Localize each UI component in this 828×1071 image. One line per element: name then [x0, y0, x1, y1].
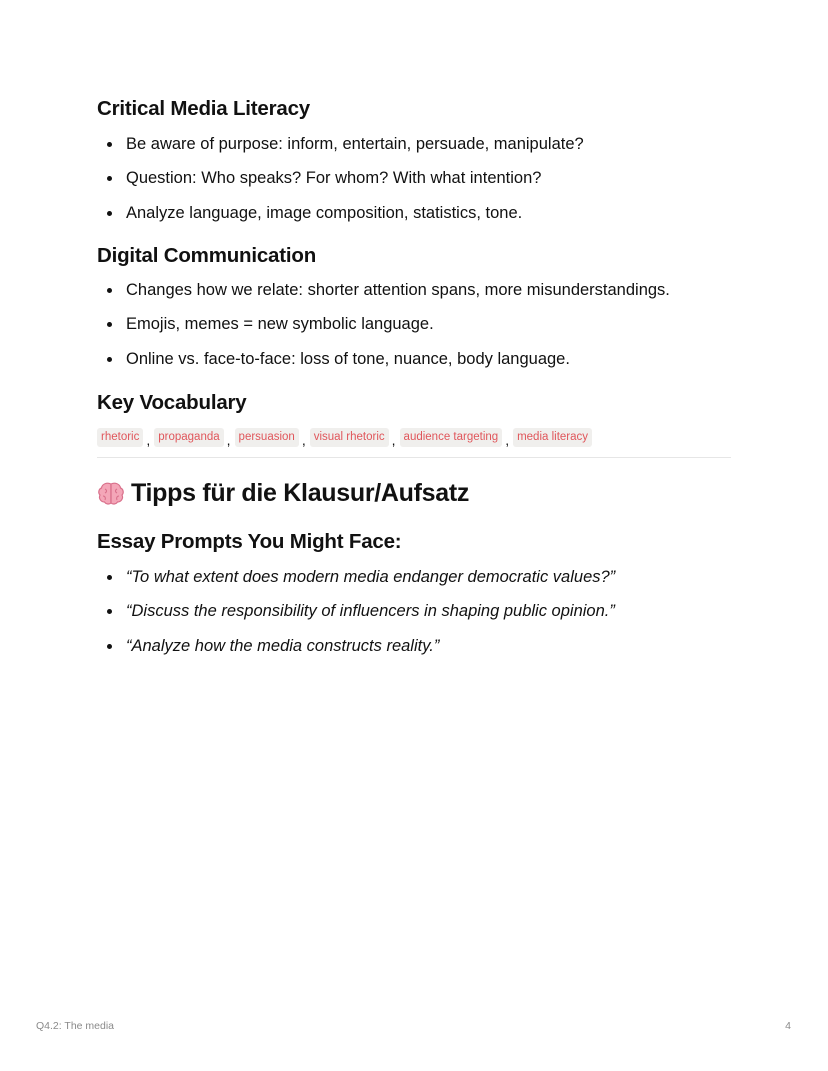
tag-separator: , — [505, 431, 510, 448]
list-item: Emojis, memes = new symbolic language. — [97, 314, 731, 334]
essay-prompts-list — [97, 567, 731, 670]
heading-tips — [97, 479, 469, 508]
tag-separator: , — [146, 431, 151, 448]
list-item: “Analyze how the media constructs reality.” — [97, 636, 731, 656]
list-item: Changes how we relate: shorter attention spans, more misunderstandings. — [97, 280, 731, 300]
vocab-tag: propaganda — [154, 428, 223, 447]
digital-communication-list — [97, 280, 731, 383]
heading-critical-media-literacy: Critical Media Literacy — [97, 97, 311, 120]
bullet-dot — [107, 644, 112, 649]
bullet-dot — [107, 176, 112, 181]
bullet-dot — [107, 288, 112, 293]
heading-essay-prompts: Essay Prompts You Might Face: — [97, 530, 402, 553]
brain-icon — [97, 481, 125, 507]
tag-separator: , — [226, 431, 231, 448]
vocab-tag: audience targeting — [400, 428, 503, 447]
list-item: “To what extent does modern media endanger democratic values?” — [97, 567, 731, 587]
heading-key-vocabulary: Key Vocabulary — [97, 391, 247, 414]
bullet-dot — [107, 211, 112, 216]
list-item: “Discuss the responsibility of influencers in shaping public opinion.” — [97, 601, 731, 621]
heading-digital-communication: Digital Communication — [97, 244, 317, 267]
vocabulary-tags — [97, 427, 592, 448]
footer-page-number: 4 — [785, 1020, 791, 1032]
bullet-dot — [107, 575, 112, 580]
tag-separator: , — [301, 431, 306, 448]
bullet-dot — [107, 609, 112, 614]
section-divider — [97, 457, 731, 458]
critical-media-literacy-list — [97, 134, 731, 237]
vocab-tag: rhetoric — [97, 428, 143, 447]
vocab-tag: persuasion — [235, 428, 299, 447]
bullet-dot — [107, 142, 112, 147]
footer-title: Q4.2: The media — [36, 1020, 115, 1032]
list-item: Be aware of purpose: inform, entertain, persuade, manipulate? — [97, 134, 731, 154]
bullet-dot — [107, 357, 112, 362]
list-item: Analyze language, image composition, statistics, tone. — [97, 203, 731, 223]
bullet-dot — [107, 322, 112, 327]
list-item: Online vs. face-to-face: loss of tone, nuance, body language. — [97, 349, 731, 369]
vocab-tag: visual rhetoric — [310, 428, 389, 447]
list-item: Question: Who speaks? For whom? With what intention? — [97, 168, 731, 188]
tips-heading-text: Tipps für die Klausur/Aufsatz — [131, 479, 470, 507]
tag-separator: , — [391, 431, 396, 448]
vocab-tag: media literacy — [513, 428, 592, 447]
